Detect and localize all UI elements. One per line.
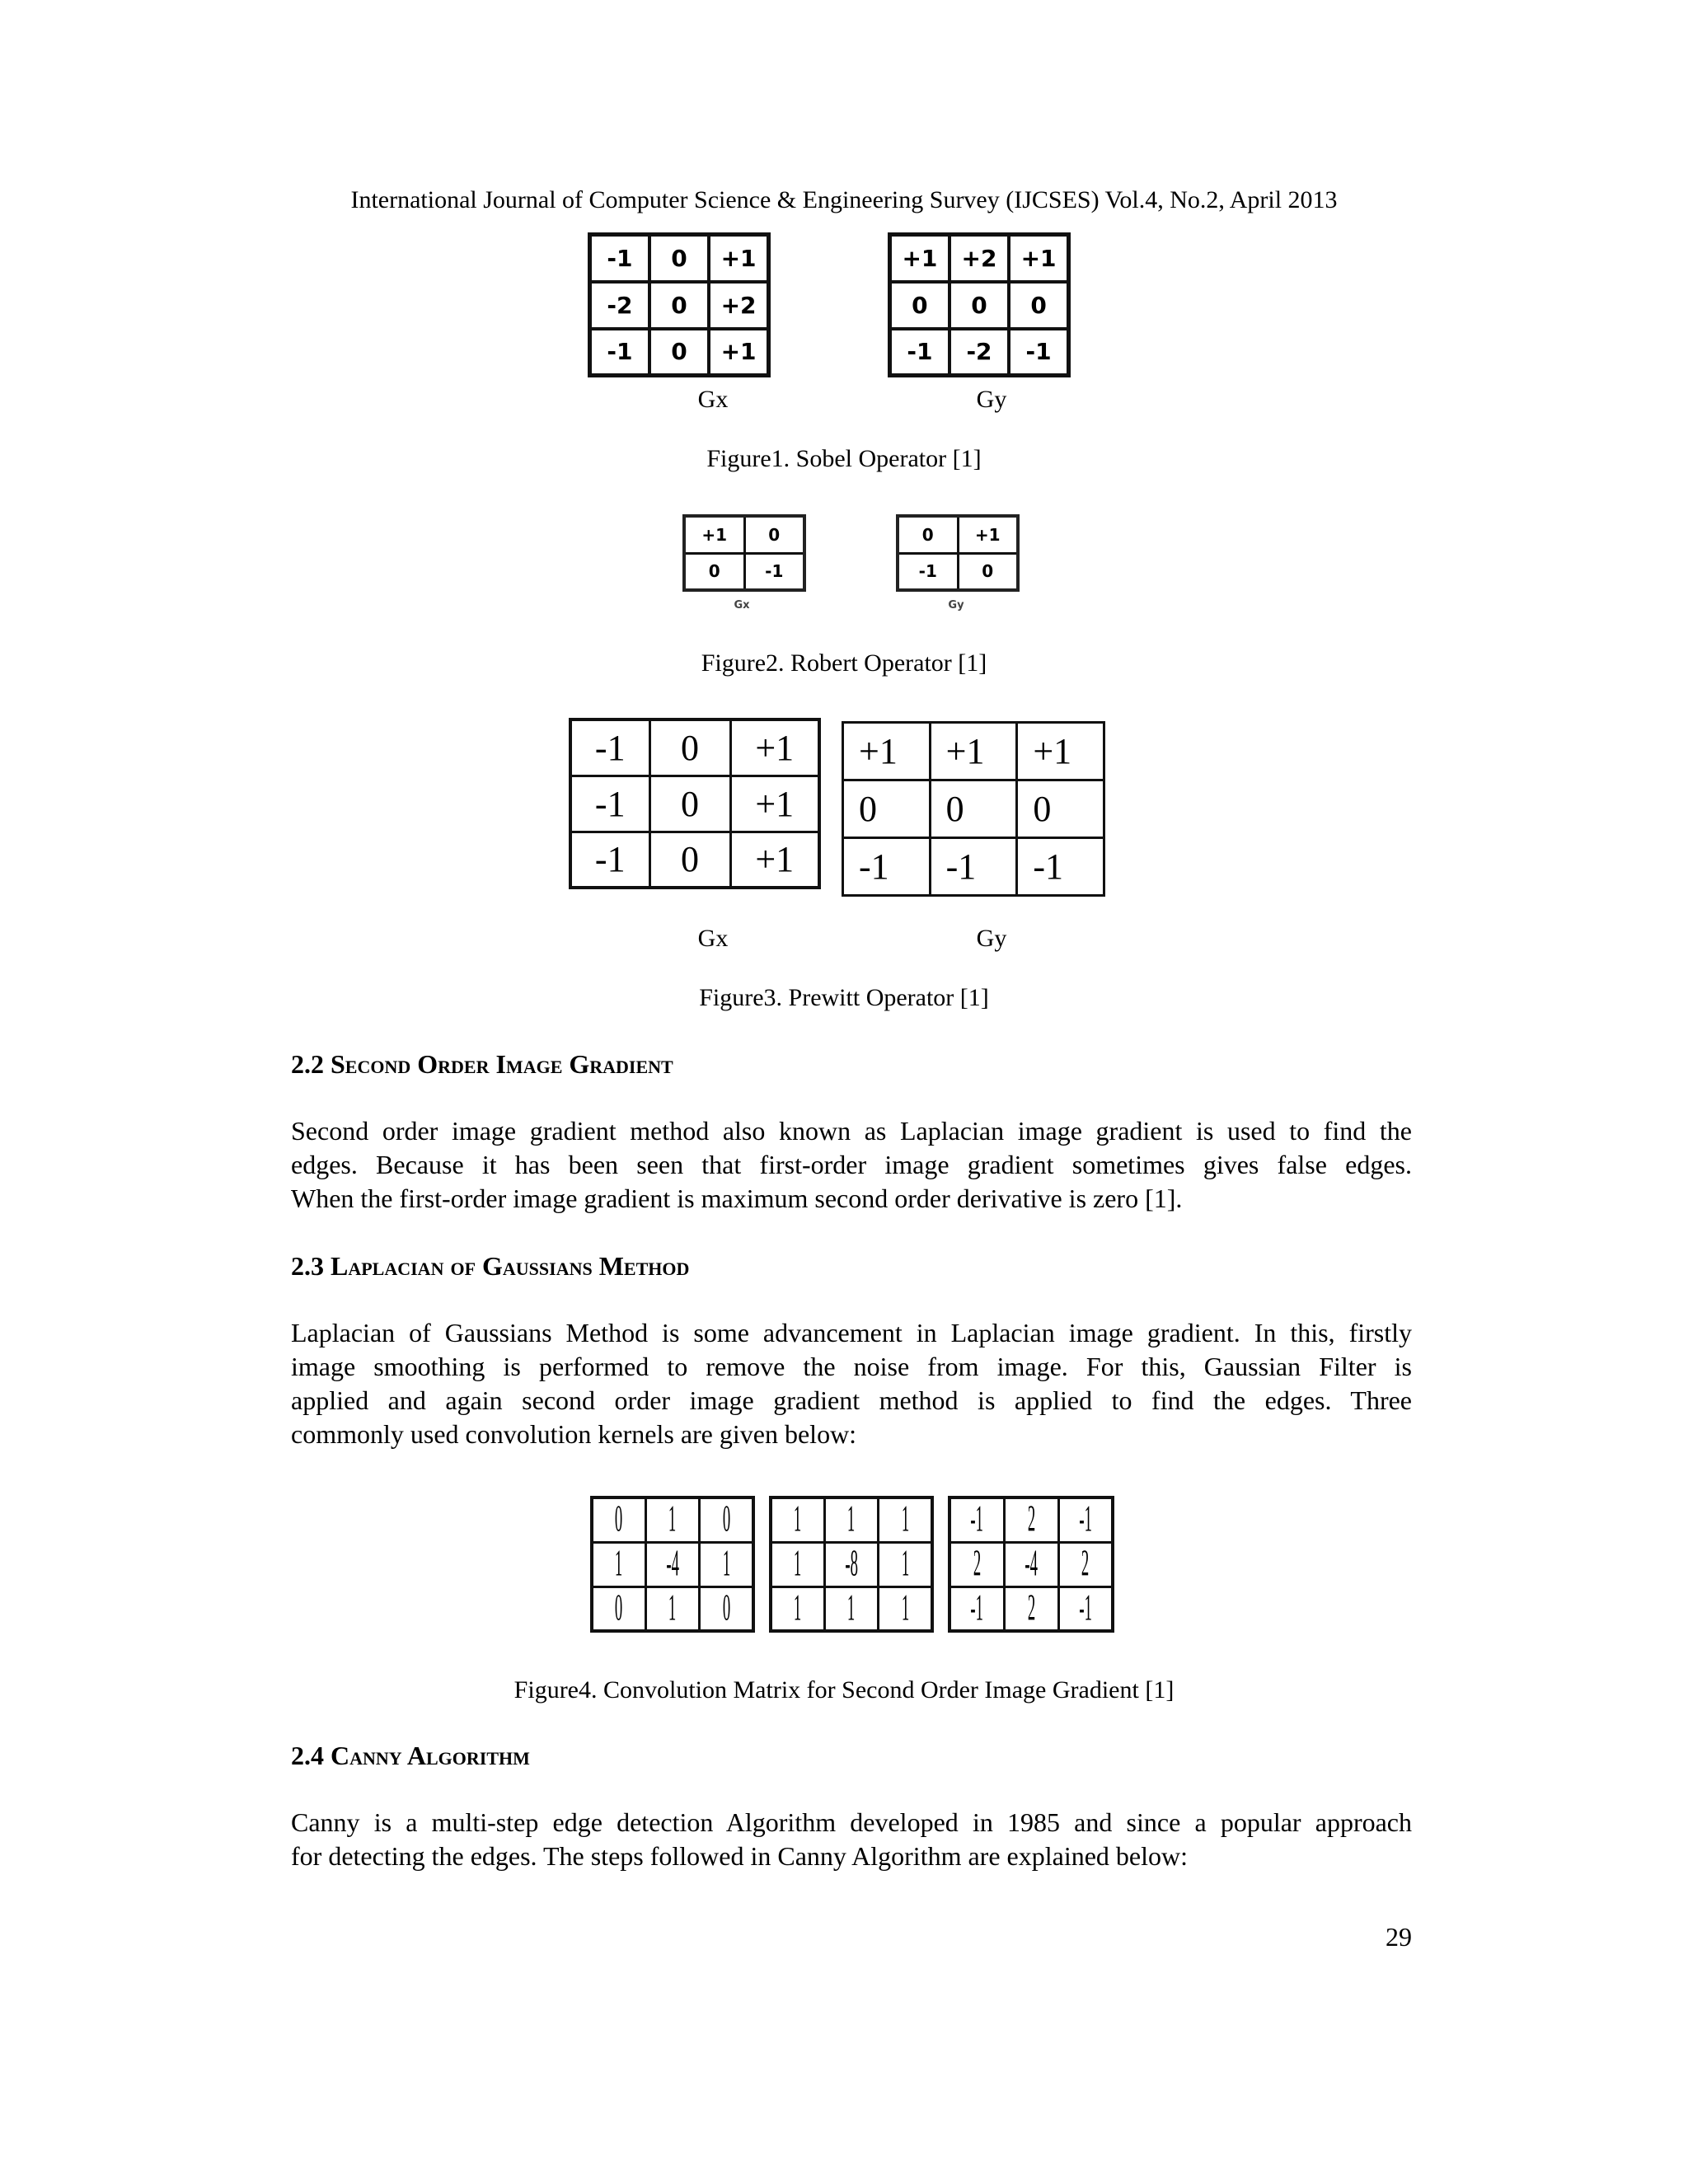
matrix-cell: +2 [950,235,1009,282]
matrix-cell: 2 [950,1542,1004,1586]
matrix-cell: -1 [1058,1497,1113,1542]
section-2-4-paragraph [291,1806,1412,1873]
sobel-gx-label: Gx [697,386,729,413]
matrix-cell: 0 [1009,282,1068,329]
matrix-cell: -1 [570,719,649,776]
section-2-3-paragraph [291,1316,1412,1451]
matrix-cell: -1 [1058,1586,1113,1631]
laplacian-kernel-2 [769,1496,934,1633]
matrix-cell: 0 [700,1586,753,1631]
matrix-cell: -2 [590,282,649,329]
matrix-cell: 0 [649,235,709,282]
matrix-cell: 2 [1004,1586,1058,1631]
matrix-cell: 0 [649,329,709,376]
journal-header: International Journal of Computer Science & Engineering Survey (IJCSES) Vol.4, No.2, April 2013 [350,186,1338,213]
prewitt-gx-label: Gx [697,925,729,952]
robert-gx-matrix [682,514,806,592]
figure-4-caption: Figure4. Convolution Matrix for Second Order Image Gradient [1] [513,1676,1175,1704]
matrix-cell: 0 [898,516,958,553]
matrix-cell: 0 [649,776,730,832]
robert-gy-matrix [896,514,1020,592]
matrix-cell: 0 [958,553,1018,590]
sobel-gx-matrix [588,232,771,377]
matrix-cell: -4 [1004,1542,1058,1586]
matrix-cell: +1 [709,329,768,376]
paragraph-line: edges. Because it has been seen that first-order image gradient sometimes gives false edges. [291,1150,1412,1179]
matrix-cell: +1 [730,832,819,888]
section-2-2-title: 2.2 Second Order Image Gradient [291,1049,673,1079]
matrix-cell: -1 [930,838,1017,896]
matrix-cell: -1 [570,832,649,888]
prewitt-gx-matrix [569,718,821,889]
matrix-cell: 0 [950,282,1009,329]
matrix-cell: +1 [958,516,1018,553]
matrix-cell: 1 [771,1542,824,1586]
paragraph-line: applied and again second order image gradient method is applied to find the edges. Three [291,1385,1412,1415]
section-2-3-title: 2.3 Laplacian of Gaussians Method [291,1251,690,1281]
sobel-gy-label: Gy [976,386,1007,413]
matrix-cell: 0 [1017,780,1104,838]
matrix-cell: 1 [592,1542,645,1586]
matrix-cell: 0 [592,1586,645,1631]
matrix-cell: 0 [930,780,1017,838]
matrix-cell: 0 [592,1497,645,1542]
page-number: 29 [1386,1922,1412,1952]
paragraph-line: When the first-order image gradient is maximum second order derivative is zero [1]. [291,1183,1183,1213]
prewitt-gy-label: Gy [976,925,1007,952]
matrix-cell: 0 [649,282,709,329]
matrix-cell: -1 [950,1497,1004,1542]
matrix-cell: +1 [709,235,768,282]
matrix-cell: 1 [879,1542,932,1586]
matrix-cell: -8 [824,1542,878,1586]
matrix-cell: +1 [930,723,1017,780]
matrix-cell: +1 [843,723,931,780]
matrix-cell: 1 [824,1586,878,1631]
matrix-cell: 0 [649,832,730,888]
figure-2-caption: Figure2. Robert Operator [1] [701,649,987,677]
matrix-cell: +1 [890,235,950,282]
robert-gy-label: Gy [948,599,964,612]
matrix-cell: +2 [709,282,768,329]
matrix-cell: 2 [1004,1497,1058,1542]
matrix-cell: 1 [700,1542,753,1586]
matrix-cell: -1 [950,1586,1004,1631]
matrix-cell: -4 [645,1542,699,1586]
matrix-cell: 0 [700,1497,753,1542]
matrix-cell: 1 [645,1497,699,1542]
matrix-cell: +1 [730,719,819,776]
matrix-cell: 2 [1058,1542,1113,1586]
robert-gx-label: Gx [734,599,750,612]
matrix-cell: 1 [771,1586,824,1631]
section-2-4-title: 2.4 Canny Algorithm [291,1741,530,1770]
paragraph-line: Second order image gradient method also known as Laplacian image gradient is used to find the [291,1116,1412,1146]
paragraph-line: commonly used convolution kernels are given below: [291,1419,857,1449]
matrix-cell: 1 [771,1497,824,1542]
matrix-cell: -1 [898,553,958,590]
paragraph-line: image smoothing is performed to remove the noise from image. For this, Gaussian Filter is [291,1352,1412,1381]
laplacian-kernel-3 [948,1496,1114,1633]
matrix-cell: 0 [843,780,931,838]
paragraph-line: Canny is a multi-step edge detection Algorithm developed in 1985 and since a popular approach [291,1807,1412,1837]
paragraph-line: Laplacian of Gaussians Method is some advancement in Laplacian image gradient. In this, firstly [291,1318,1412,1347]
sobel-gy-matrix [888,232,1071,377]
matrix-cell: -1 [1009,329,1068,376]
matrix-cell: 1 [879,1497,932,1542]
matrix-cell: +1 [684,516,744,553]
matrix-cell: 0 [890,282,950,329]
matrix-cell: 0 [649,719,730,776]
matrix-cell: 1 [824,1497,878,1542]
figure-3-caption: Figure3. Prewitt Operator [1] [699,984,989,1011]
matrix-cell: 1 [879,1586,932,1631]
laplacian-kernel-1 [590,1496,755,1633]
matrix-cell: 1 [645,1586,699,1631]
matrix-cell: +1 [1017,723,1104,780]
figure-1-caption: Figure1. Sobel Operator [1] [706,445,982,472]
matrix-cell: +1 [1009,235,1068,282]
matrix-cell: -2 [950,329,1009,376]
matrix-cell: -1 [890,329,950,376]
matrix-cell: -1 [590,235,649,282]
matrix-cell: +1 [730,776,819,832]
matrix-cell: -1 [590,329,649,376]
matrix-cell: -1 [744,553,804,590]
matrix-cell: 0 [684,553,744,590]
matrix-cell: -1 [843,838,931,896]
section-2-2-paragraph [291,1114,1412,1216]
paragraph-line: for detecting the edges. The steps followed in Canny Algorithm are explained below: [291,1841,1189,1871]
matrix-cell: -1 [1017,838,1104,896]
matrix-cell: 0 [744,516,804,553]
prewitt-gy-matrix [842,721,1105,897]
matrix-cell: -1 [570,776,649,832]
